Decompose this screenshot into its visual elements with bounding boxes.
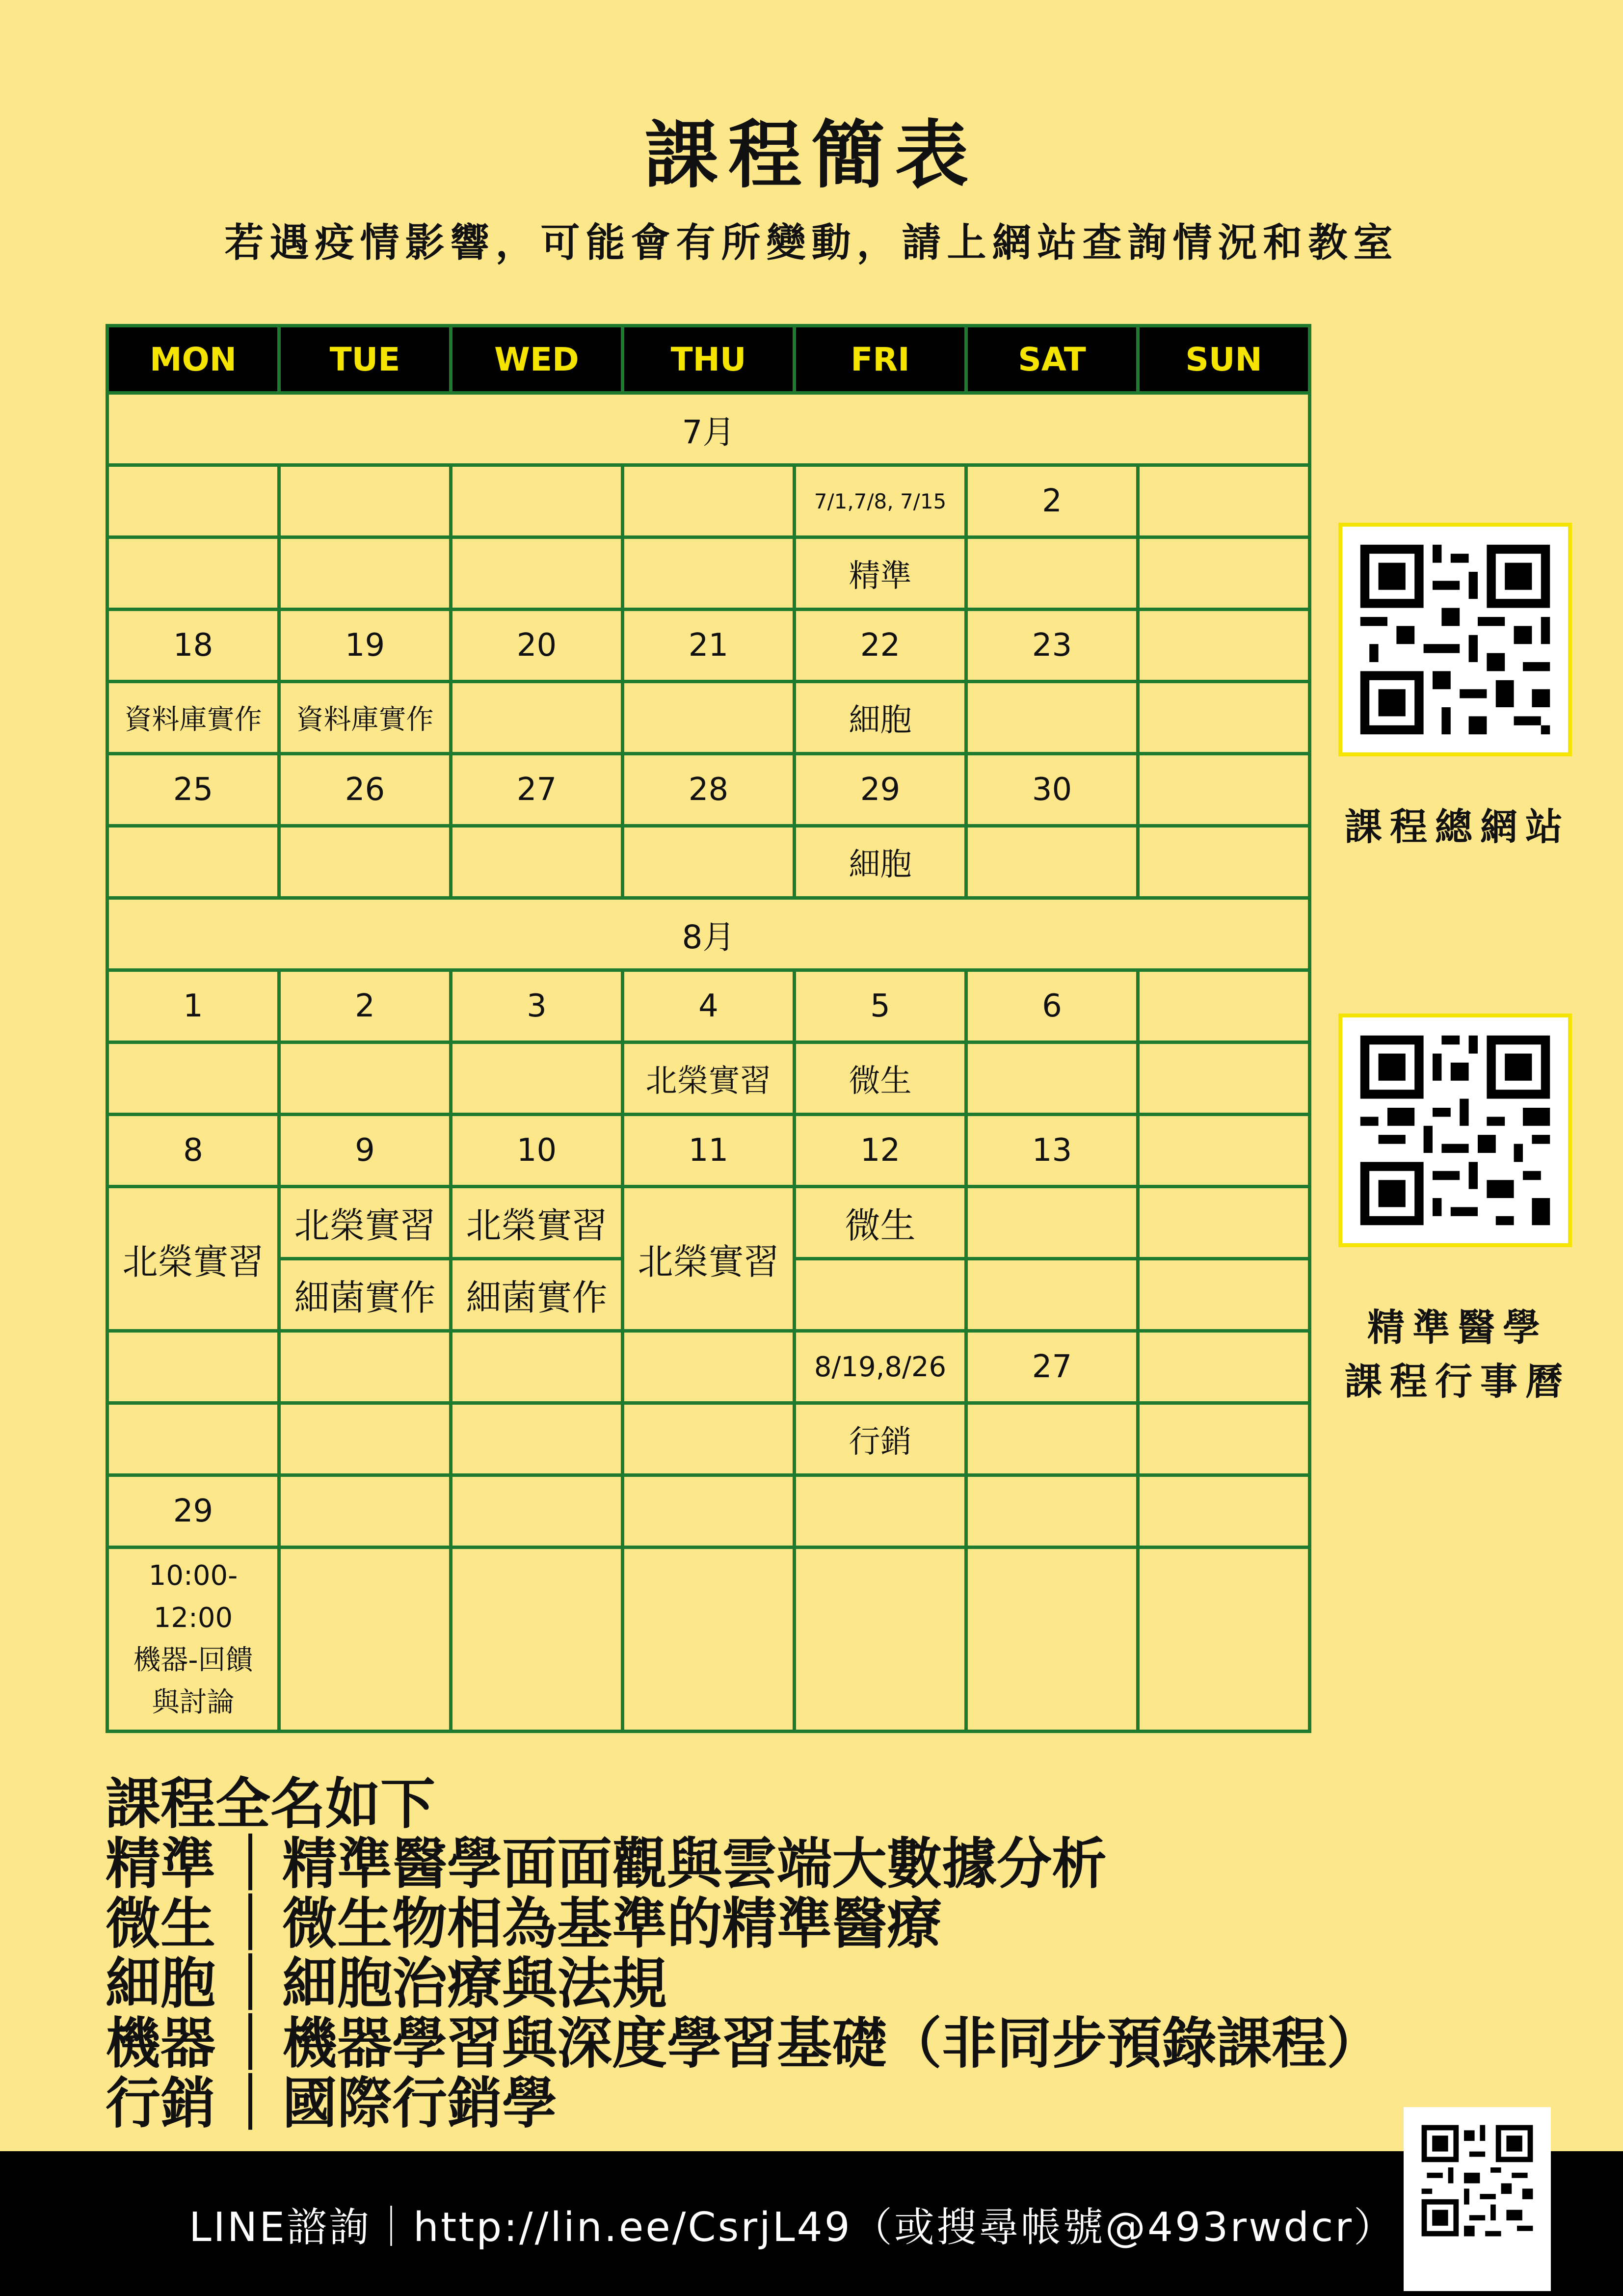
legend-item: [106, 1954, 1382, 2014]
date-cell: 9: [279, 1115, 451, 1187]
legend-separator: ｜: [223, 1952, 278, 2016]
course-cell: [451, 1548, 623, 1732]
date-cell: 8: [107, 1115, 279, 1187]
legend-item: [106, 2014, 1382, 2074]
date-cell: [451, 1331, 623, 1403]
date-cell: 8/19,8/26: [795, 1331, 966, 1403]
note-line: 10:00-: [148, 1560, 238, 1592]
course-cell: 微生: [795, 1042, 966, 1115]
qr-code-icon: [1342, 527, 1568, 752]
date-cell: [1138, 465, 1310, 537]
date-cell: 6: [966, 970, 1138, 1042]
course-cell: [1138, 1403, 1310, 1475]
date-cell: 12: [795, 1115, 966, 1187]
course-website-label: 課程總網站: [1345, 805, 1570, 849]
date-cell: [1138, 970, 1310, 1042]
course-cell: 資料庫實作: [107, 682, 279, 754]
date-cell: [795, 1475, 966, 1548]
course-cell: [451, 537, 623, 610]
course-cell: [1138, 1187, 1310, 1259]
august-week1-dates: [107, 970, 1310, 1042]
date-cell: 5: [795, 970, 966, 1042]
july-week2-dates: [107, 610, 1310, 682]
course-cell: [966, 1187, 1138, 1259]
august-week1-courses: [107, 1042, 1310, 1115]
qr-code-icon: [1342, 1017, 1568, 1243]
legend-abbr: 機器: [106, 2012, 215, 2076]
course-cell: [966, 1403, 1138, 1475]
legend-full-name: 微生物相為基準的精準醫療: [282, 1892, 942, 1956]
course-cell: 北榮實習: [279, 1187, 451, 1259]
month-label-july: 7月: [107, 393, 1310, 465]
course-cell: 北榮實習: [451, 1187, 623, 1259]
course-cell: 細胞: [795, 826, 966, 898]
date-cell: [623, 1475, 795, 1548]
date-cell: 23: [966, 610, 1138, 682]
legend-item: [106, 1894, 1382, 1954]
course-cell: 資料庫實作: [279, 682, 451, 754]
july-week3-dates: [107, 754, 1310, 826]
course-cell: [451, 682, 623, 754]
course-cell: [107, 1042, 279, 1115]
note-line: 12:00: [153, 1602, 233, 1634]
course-cell: [279, 1403, 451, 1475]
date-cell: [1138, 610, 1310, 682]
course-cell: [1138, 1042, 1310, 1115]
date-cell: 30: [966, 754, 1138, 826]
course-legend: [106, 1774, 1382, 2134]
course-cell: [623, 682, 795, 754]
date-cell: [451, 1475, 623, 1548]
weekday-tue: TUE: [279, 326, 451, 393]
legend-full-name: 國際行銷學: [282, 2072, 557, 2136]
course-cell: [107, 1403, 279, 1475]
course-calendar-label-line2: 課程行事曆: [1345, 1360, 1570, 1403]
weekday-fri: FRI: [795, 326, 966, 393]
july-week3-courses: [107, 826, 1310, 898]
date-cell: [107, 1331, 279, 1403]
course-cell: 北榮實習: [107, 1187, 279, 1331]
august-week4-dates: [107, 1475, 1310, 1548]
date-cell: 2: [279, 970, 451, 1042]
course-cell: [795, 1259, 966, 1331]
august-week3-courses: [107, 1403, 1310, 1475]
course-cell: [279, 537, 451, 610]
course-cell: [279, 1042, 451, 1115]
course-cell: [1138, 1548, 1310, 1732]
date-cell: 28: [623, 754, 795, 826]
course-cell: [1138, 826, 1310, 898]
course-cell: [966, 826, 1138, 898]
date-cell: 25: [107, 754, 279, 826]
date-cell: 20: [451, 610, 623, 682]
note-line: 與討論: [152, 1686, 235, 1718]
date-cell: [451, 465, 623, 537]
date-cell: [623, 465, 795, 537]
course-cell: [623, 537, 795, 610]
date-cell: [279, 465, 451, 537]
line-qr-code[interactable]: [1404, 2107, 1551, 2291]
course-cell: [451, 826, 623, 898]
page-title: 課程簡表: [644, 113, 979, 198]
date-cell: 10: [451, 1115, 623, 1187]
date-cell: 1: [107, 970, 279, 1042]
course-cell: [107, 826, 279, 898]
legend-abbr: 行銷: [106, 2072, 215, 2136]
weekday-mon: MON: [107, 326, 279, 393]
course-cell: 北榮實習: [623, 1042, 795, 1115]
course-cell: [966, 1042, 1138, 1115]
legend-separator: ｜: [223, 2012, 278, 2076]
date-cell: 27: [451, 754, 623, 826]
course-cell: [795, 1548, 966, 1732]
august-week2-dates: [107, 1115, 1310, 1187]
course-cell: 細胞: [795, 682, 966, 754]
date-cell: 13: [966, 1115, 1138, 1187]
date-cell: [279, 1331, 451, 1403]
course-cell: [279, 1548, 451, 1732]
weekday-thu: THU: [623, 326, 795, 393]
weekday-header-row: [107, 326, 1310, 393]
date-cell: 19: [279, 610, 451, 682]
course-calendar-label-line1: 精準醫學: [1367, 1306, 1548, 1349]
date-cell: 29: [107, 1475, 279, 1548]
course-cell: [1138, 1259, 1310, 1331]
legend-abbr: 精準: [106, 1832, 215, 1896]
course-cell: [1138, 682, 1310, 754]
july-week2-courses: [107, 682, 1310, 754]
course-cell: [966, 1259, 1138, 1331]
course-cell: 北榮實習: [623, 1187, 795, 1331]
legend-full-name: 細胞治療與法規: [282, 1952, 667, 2016]
date-cell: 26: [279, 754, 451, 826]
date-cell: [279, 1475, 451, 1548]
legend-separator: ｜: [223, 2072, 278, 2136]
course-cell: [451, 1042, 623, 1115]
date-cell: 29: [795, 754, 966, 826]
schedule-table: [106, 324, 1311, 1733]
date-cell: 11: [623, 1115, 795, 1187]
legend-separator: ｜: [223, 1892, 278, 1956]
course-website-qr-code[interactable]: [1338, 523, 1572, 756]
course-cell: [623, 1548, 795, 1732]
date-cell: [1138, 1115, 1310, 1187]
course-cell: 細菌實作: [279, 1259, 451, 1331]
course-cell: [966, 682, 1138, 754]
august-week4-courses: [107, 1548, 1310, 1732]
date-cell: [1138, 754, 1310, 826]
course-calendar-label: [1325, 1301, 1590, 1409]
legend-item: [106, 1834, 1382, 1894]
date-cell: 2: [966, 465, 1138, 537]
course-cell: 細菌實作: [451, 1259, 623, 1331]
legend-abbr: 細胞: [106, 1952, 215, 2016]
legend-abbr: 微生: [106, 1892, 215, 1956]
course-cell: [623, 1403, 795, 1475]
course-cell: 行銷: [795, 1403, 966, 1475]
date-cell: 7/1,7/8, 7/15: [795, 465, 966, 537]
weekday-sat: SAT: [966, 326, 1138, 393]
qr-code-icon: [1411, 2114, 1543, 2247]
weekday-wed: WED: [451, 326, 623, 393]
date-cell: [966, 1475, 1138, 1548]
legend-full-name: 機器學習與深度學習基礎（非同步預錄課程）: [282, 2012, 1382, 2076]
date-cell: 22: [795, 610, 966, 682]
date-cell: 3: [451, 970, 623, 1042]
july-week1-dates: [107, 465, 1310, 537]
legend-item: [106, 2074, 1382, 2134]
weekday-sun: SUN: [1138, 326, 1310, 393]
course-cell: [623, 826, 795, 898]
date-cell: 21: [623, 610, 795, 682]
course-cell: 精準: [795, 537, 966, 610]
course-cell: 微生: [795, 1187, 966, 1259]
note-line: 機器-回饋: [133, 1644, 253, 1676]
course-cell: [107, 537, 279, 610]
date-cell: [623, 1331, 795, 1403]
course-cell: [966, 537, 1138, 610]
july-week1-courses: [107, 537, 1310, 610]
month-label-august: 8月: [107, 898, 1310, 970]
course-cell: [279, 826, 451, 898]
legend-separator: ｜: [223, 1832, 278, 1896]
date-cell: [1138, 1475, 1310, 1548]
page-subtitle: 若遇疫情影響，可能會有所變動，請上網站查詢情況和教室: [224, 220, 1399, 266]
date-cell: 18: [107, 610, 279, 682]
course-calendar-qr-code[interactable]: [1338, 1014, 1572, 1247]
date-cell: 4: [623, 970, 795, 1042]
august-week2-courses-a: [107, 1187, 1310, 1259]
date-cell: 27: [966, 1331, 1138, 1403]
legend-heading: 課程全名如下: [106, 1772, 435, 1836]
course-cell: [451, 1403, 623, 1475]
line-contact-link[interactable]: LINE諮詢｜http://lin.ee/CsrjL49（或搜尋帳號@493rwdcr）: [189, 2204, 1396, 2251]
course-cell: [1138, 537, 1310, 610]
course-note-cell: [107, 1548, 279, 1732]
footer-bar: [0, 2151, 1623, 2296]
legend-full-name: 精準醫學面面觀與雲端大數據分析: [282, 1832, 1107, 1896]
date-cell: [107, 465, 279, 537]
august-week3-dates: [107, 1331, 1310, 1403]
date-cell: [1138, 1331, 1310, 1403]
course-cell: [966, 1548, 1138, 1732]
